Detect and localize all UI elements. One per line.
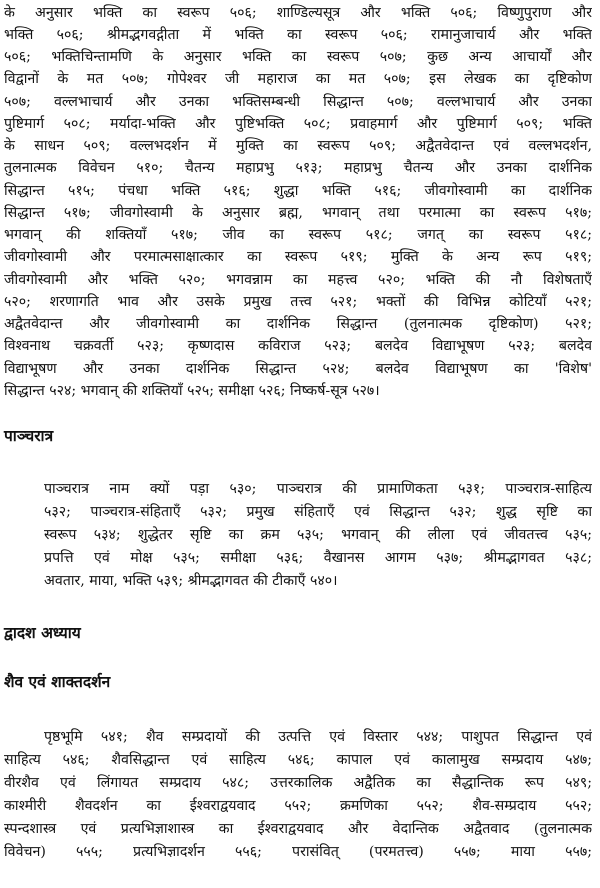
text-line: अद्वैतवेदान्त और जीवगोस्वामी का दार्शनिक सिद्धान्त (तुलनात्मक दृष्टिकोण) ५२१; (4, 316, 592, 332)
text-line: ५०६; भक्तिचिन्तामणि के अनुसार भक्ति का स्वरूप ५०७; कुछ अन्य आचार्यों और (4, 49, 592, 65)
text-line: भक्ति ५०६; श्रीमद्भगवद्गीता में भक्ति का स्वरूप ५०६; रामानुजाचार्य और भक्ति (4, 27, 592, 43)
chapter-heading: द्वादश अध्याय (4, 623, 81, 642)
text-line: विवेचन) ५५५; प्रत्यभिज्ञादर्शन ५५६; परासंवित् (परमतत्त्व) ५५७; माया ५५७; (4, 844, 592, 860)
text-line: सिद्धान्त ५२४; भगवान् की शक्तियाँ ५२५; समीक्षा ५२६; निष्कर्ष-सूत्र ५२७। (4, 383, 380, 399)
section-heading: पाञ्चरात्र (4, 426, 54, 445)
text-line: विद्याभूषण और उनका दार्शनिक सिद्धान्त ५२४; बलदेव विद्याभूषण का 'विशेष' (4, 361, 592, 377)
text-line: के साधन ५०९; वल्लभदर्शन में मुक्ति का स्वरूप ५०९; अद्वैतवेदान्त एवं वल्लभदर्शन, (4, 138, 592, 154)
text-line: अवतार, माया, भक्ति ५३९; श्रीमद्भागवत की टीकाएँ ५४०। (44, 573, 338, 589)
text-line: वीरशैव एवं लिंगायत सम्प्रदाय ५४८; उत्तरकालिक अद्वैतिक का सैद्धान्तिक रूप ५४९; (4, 775, 592, 791)
text-line: ५२०; शरणागति भाव और उसके प्रमुख तत्त्व ५२१; भक्तों की विभिन्न कोटियाँ ५२१; (4, 294, 592, 310)
text-line: के अनुसार भक्ति का स्वरूप ५०६; शाण्डिल्यसूत्र और भक्ति ५०६; विष्णुपुराण और (4, 5, 592, 21)
text-line: साहित्य ५४६; शैवसिद्धान्त एवं साहित्य ५४६; कापाल एवं कालामुख सम्प्रदाय ५४७; (4, 752, 592, 768)
text-line: काश्मीरी शैवदर्शन का ईश्वराद्वयवाद ५५२; क्रमणिका ५५२; शैव-सम्प्रदाय ५५२; (4, 798, 592, 814)
text-line: विद्वानों के मत ५०७; गोपेश्वर जी महाराज का मत ५०७; इस लेखक का दृष्टिकोण (4, 71, 592, 87)
text-line: जीवगोस्वामी और भक्ति ५२०; भगवन्नाम का महत्त्व ५२०; भक्ति की नौ विशेषताएँ (4, 272, 592, 288)
section-heading: शैव एवं शाक्तदर्शन (4, 672, 111, 691)
text-line: विश्वनाथ चक्रवर्ती ५२३; कृष्णदास कविराज ५२३; बलदेव विद्याभूषण ५२३; बलदेव (4, 338, 592, 354)
text-line: स्वरूप ५३४; शुद्धेतर सृष्टि का क्रम ५३५; भगवान् की लीला एवं जीवतत्त्व ५३५; (44, 527, 592, 543)
text-line: ५०७; वल्लभाचार्य और उनका भक्तिसम्बन्धी सिद्धान्त ५०७; वल्लभाचार्य और उनका (4, 94, 592, 110)
text-line: पृष्ठभूमि ५४१; शैव सम्प्रदायों की उत्पत्ति एवं विस्तार ५४४; पाशुपत सिद्धान्त एवं (44, 729, 592, 745)
text-line: तुलनात्मक विवेचन ५१०; चैतन्य महाप्रभु ५१३; महाप्रभु चैतन्य और उनका दार्शनिक (4, 160, 592, 176)
text-line: प्रपत्ति एवं मोक्ष ५३५; समीक्षा ५३६; वैखानस आगम ५३७; श्रीमद्भागवत ५३८; (44, 550, 592, 566)
text-line: सिद्धान्त ५१७; जीवगोस्वामी के अनुसार ब्रह्म, भगवान् तथा परमात्मा का स्वरूप ५१७; (4, 205, 592, 221)
text-line: ५३२; पाञ्चरात्र-संहिताएँ ५३२; प्रमुख संहिताएँ एवं सिद्धान्त ५३२; शुद्ध सृष्टि का (44, 504, 592, 520)
text-line: पाञ्चरात्र नाम क्यों पड़ा ५३०; पाञ्चरात्र की प्रामाणिकता ५३१; पाञ्चरात्र-साहित्य (44, 481, 592, 497)
text-line: स्पन्दशास्त्र एवं प्रत्यभिज्ञाशास्त्र का ईश्वराद्वयवाद और वेदान्तिक अद्वैतवाद (तुलनात्मक (4, 821, 592, 837)
text-line: जीवगोस्वामी और परमात्मसाक्षात्कार का स्वरूप ५१९; मुक्ति के अन्य रूप ५१९; (4, 249, 592, 265)
text-line: भगवान् की शक्तियाँ ५१७; जीव का स्वरूप ५१८; जगत् का स्वरूप ५१८; (4, 227, 592, 243)
text-line: सिद्धान्त ५१५; पंचधा भक्ति ५१६; शुद्धा भक्ति ५१६; जीवगोस्वामी का दार्शनिक (4, 183, 592, 199)
text-line: पुष्टिमार्ग ५०८; मर्यादा-भक्ति और पुष्टिभक्ति ५०८; प्रवाहमार्ग और पुष्टिमार्ग ५०९; भक्ति (4, 116, 592, 132)
